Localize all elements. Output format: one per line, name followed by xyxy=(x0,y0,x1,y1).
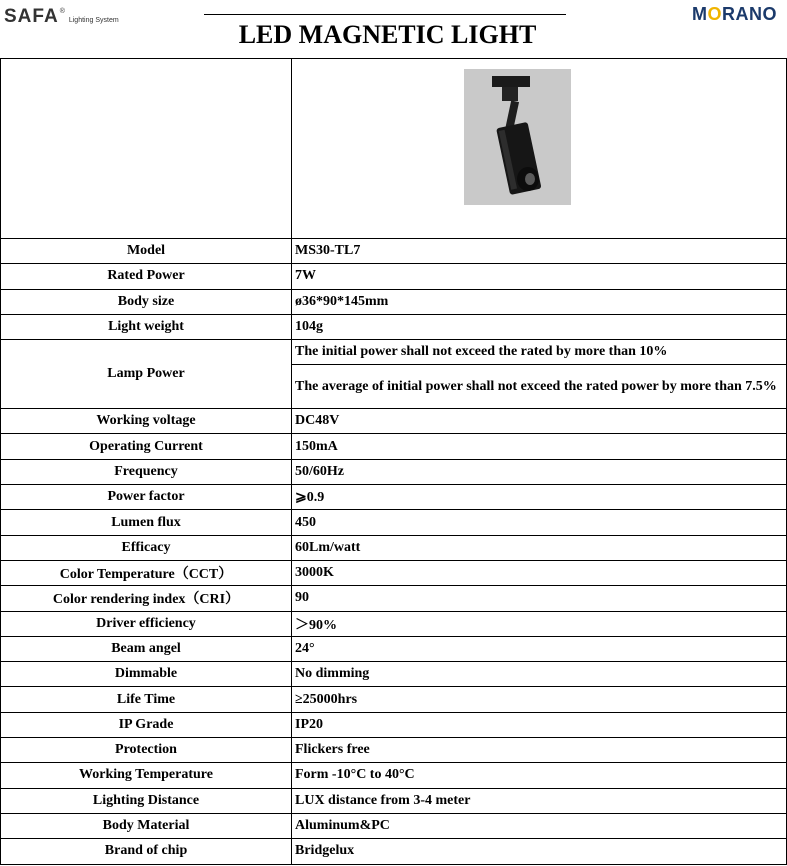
spec-value: ⩾0.9 xyxy=(292,485,787,510)
spec-row xyxy=(1,611,787,636)
spec-value: ＞90% xyxy=(292,611,787,636)
spec-label: Rated Power xyxy=(1,264,292,289)
spec-value: 450 xyxy=(292,510,787,535)
track-light-image xyxy=(464,69,571,205)
safa-logo-text: SAFA xyxy=(4,6,59,27)
spec-label: IP Grade xyxy=(1,712,292,737)
spec-value: ≥25000hrs xyxy=(292,687,787,712)
product-photo xyxy=(464,69,571,205)
spec-value: The average of initial power shall not exceed the rated power by more than 7.5% xyxy=(292,365,787,409)
spec-label: Color rendering index（CRI） xyxy=(1,586,292,611)
spec-label: Dimmable xyxy=(1,662,292,687)
spec-row xyxy=(1,738,787,763)
spec-value: ø36*90*145mm xyxy=(292,289,787,314)
safa-logo-subtitle: Lighting System xyxy=(68,17,119,24)
spec-label: Protection xyxy=(1,738,292,763)
page-header xyxy=(0,0,787,58)
spec-row xyxy=(1,409,787,434)
spec-row xyxy=(1,314,787,339)
spec-row xyxy=(1,459,787,484)
spec-row xyxy=(1,264,787,289)
spec-row xyxy=(1,662,787,687)
spec-label: Lighting Distance xyxy=(1,788,292,813)
spec-row xyxy=(1,788,787,813)
empty-cell xyxy=(1,59,292,239)
spec-label: Frequency xyxy=(1,459,292,484)
spec-label: Efficacy xyxy=(1,535,292,560)
product-image-row xyxy=(1,59,787,239)
page-title xyxy=(0,20,787,50)
spec-label: Brand of chip xyxy=(1,839,292,864)
spec-value: 24° xyxy=(292,636,787,661)
spec-label: Color Temperature（CCT） xyxy=(1,560,292,585)
safa-registered-mark: ® xyxy=(59,8,65,15)
spec-label: Beam angel xyxy=(1,636,292,661)
spec-label: Life Time xyxy=(1,687,292,712)
morano-logo-part-1: M xyxy=(692,4,708,24)
spec-row xyxy=(1,535,787,560)
spec-label: Lumen flux xyxy=(1,510,292,535)
product-image-cell xyxy=(292,59,787,239)
spec-value: 104g xyxy=(292,314,787,339)
morano-logo-pin: O xyxy=(707,4,723,24)
spec-value: Flickers free xyxy=(292,738,787,763)
spec-label: Lamp Power xyxy=(1,340,292,409)
spec-value: 50/60Hz xyxy=(292,459,787,484)
spec-value: 90 xyxy=(292,586,787,611)
spec-row xyxy=(1,763,787,788)
spec-row xyxy=(1,434,787,459)
spec-label: Working voltage xyxy=(1,409,292,434)
morano-logo xyxy=(692,4,777,25)
spec-value: DC48V xyxy=(292,409,787,434)
spec-row xyxy=(1,636,787,661)
spec-value: No dimming xyxy=(292,662,787,687)
spec-label: Working Temperature xyxy=(1,763,292,788)
spec-label: Body Material xyxy=(1,813,292,838)
spec-label: Operating Current xyxy=(1,434,292,459)
spec-row xyxy=(1,560,787,585)
spec-value: 3000K xyxy=(292,560,787,585)
spec-label: Light weight xyxy=(1,314,292,339)
page-title-text: LED MAGNETIC LIGHT xyxy=(238,20,537,49)
spec-row xyxy=(1,340,787,365)
spec-value: LUX distance from 3-4 meter xyxy=(292,788,787,813)
spec-row xyxy=(1,839,787,864)
spec-value: The initial power shall not exceed the rated by more than 10% xyxy=(292,340,787,365)
spec-value: Bridgelux xyxy=(292,839,787,864)
spec-row xyxy=(1,289,787,314)
spec-row xyxy=(1,485,787,510)
spec-row xyxy=(1,586,787,611)
spec-table xyxy=(0,58,787,865)
spec-value: 150mA xyxy=(292,434,787,459)
spec-label: Model xyxy=(1,239,292,264)
spec-value: MS30-TL7 xyxy=(292,239,787,264)
spec-row xyxy=(1,712,787,737)
spec-row xyxy=(1,687,787,712)
spec-value: Aluminum&PC xyxy=(292,813,787,838)
title-rule xyxy=(204,14,566,15)
spec-label: Driver efficiency xyxy=(1,611,292,636)
spec-row xyxy=(1,813,787,838)
spec-value: 60Lm/watt xyxy=(292,535,787,560)
spec-value: 7W xyxy=(292,264,787,289)
spec-value: Form -10°C to 40°C xyxy=(292,763,787,788)
spec-value: IP20 xyxy=(292,712,787,737)
spec-label: Body size xyxy=(1,289,292,314)
morano-logo-part-2: RANO xyxy=(722,4,778,24)
spec-row xyxy=(1,239,787,264)
spec-row xyxy=(1,510,787,535)
spec-label: Power factor xyxy=(1,485,292,510)
